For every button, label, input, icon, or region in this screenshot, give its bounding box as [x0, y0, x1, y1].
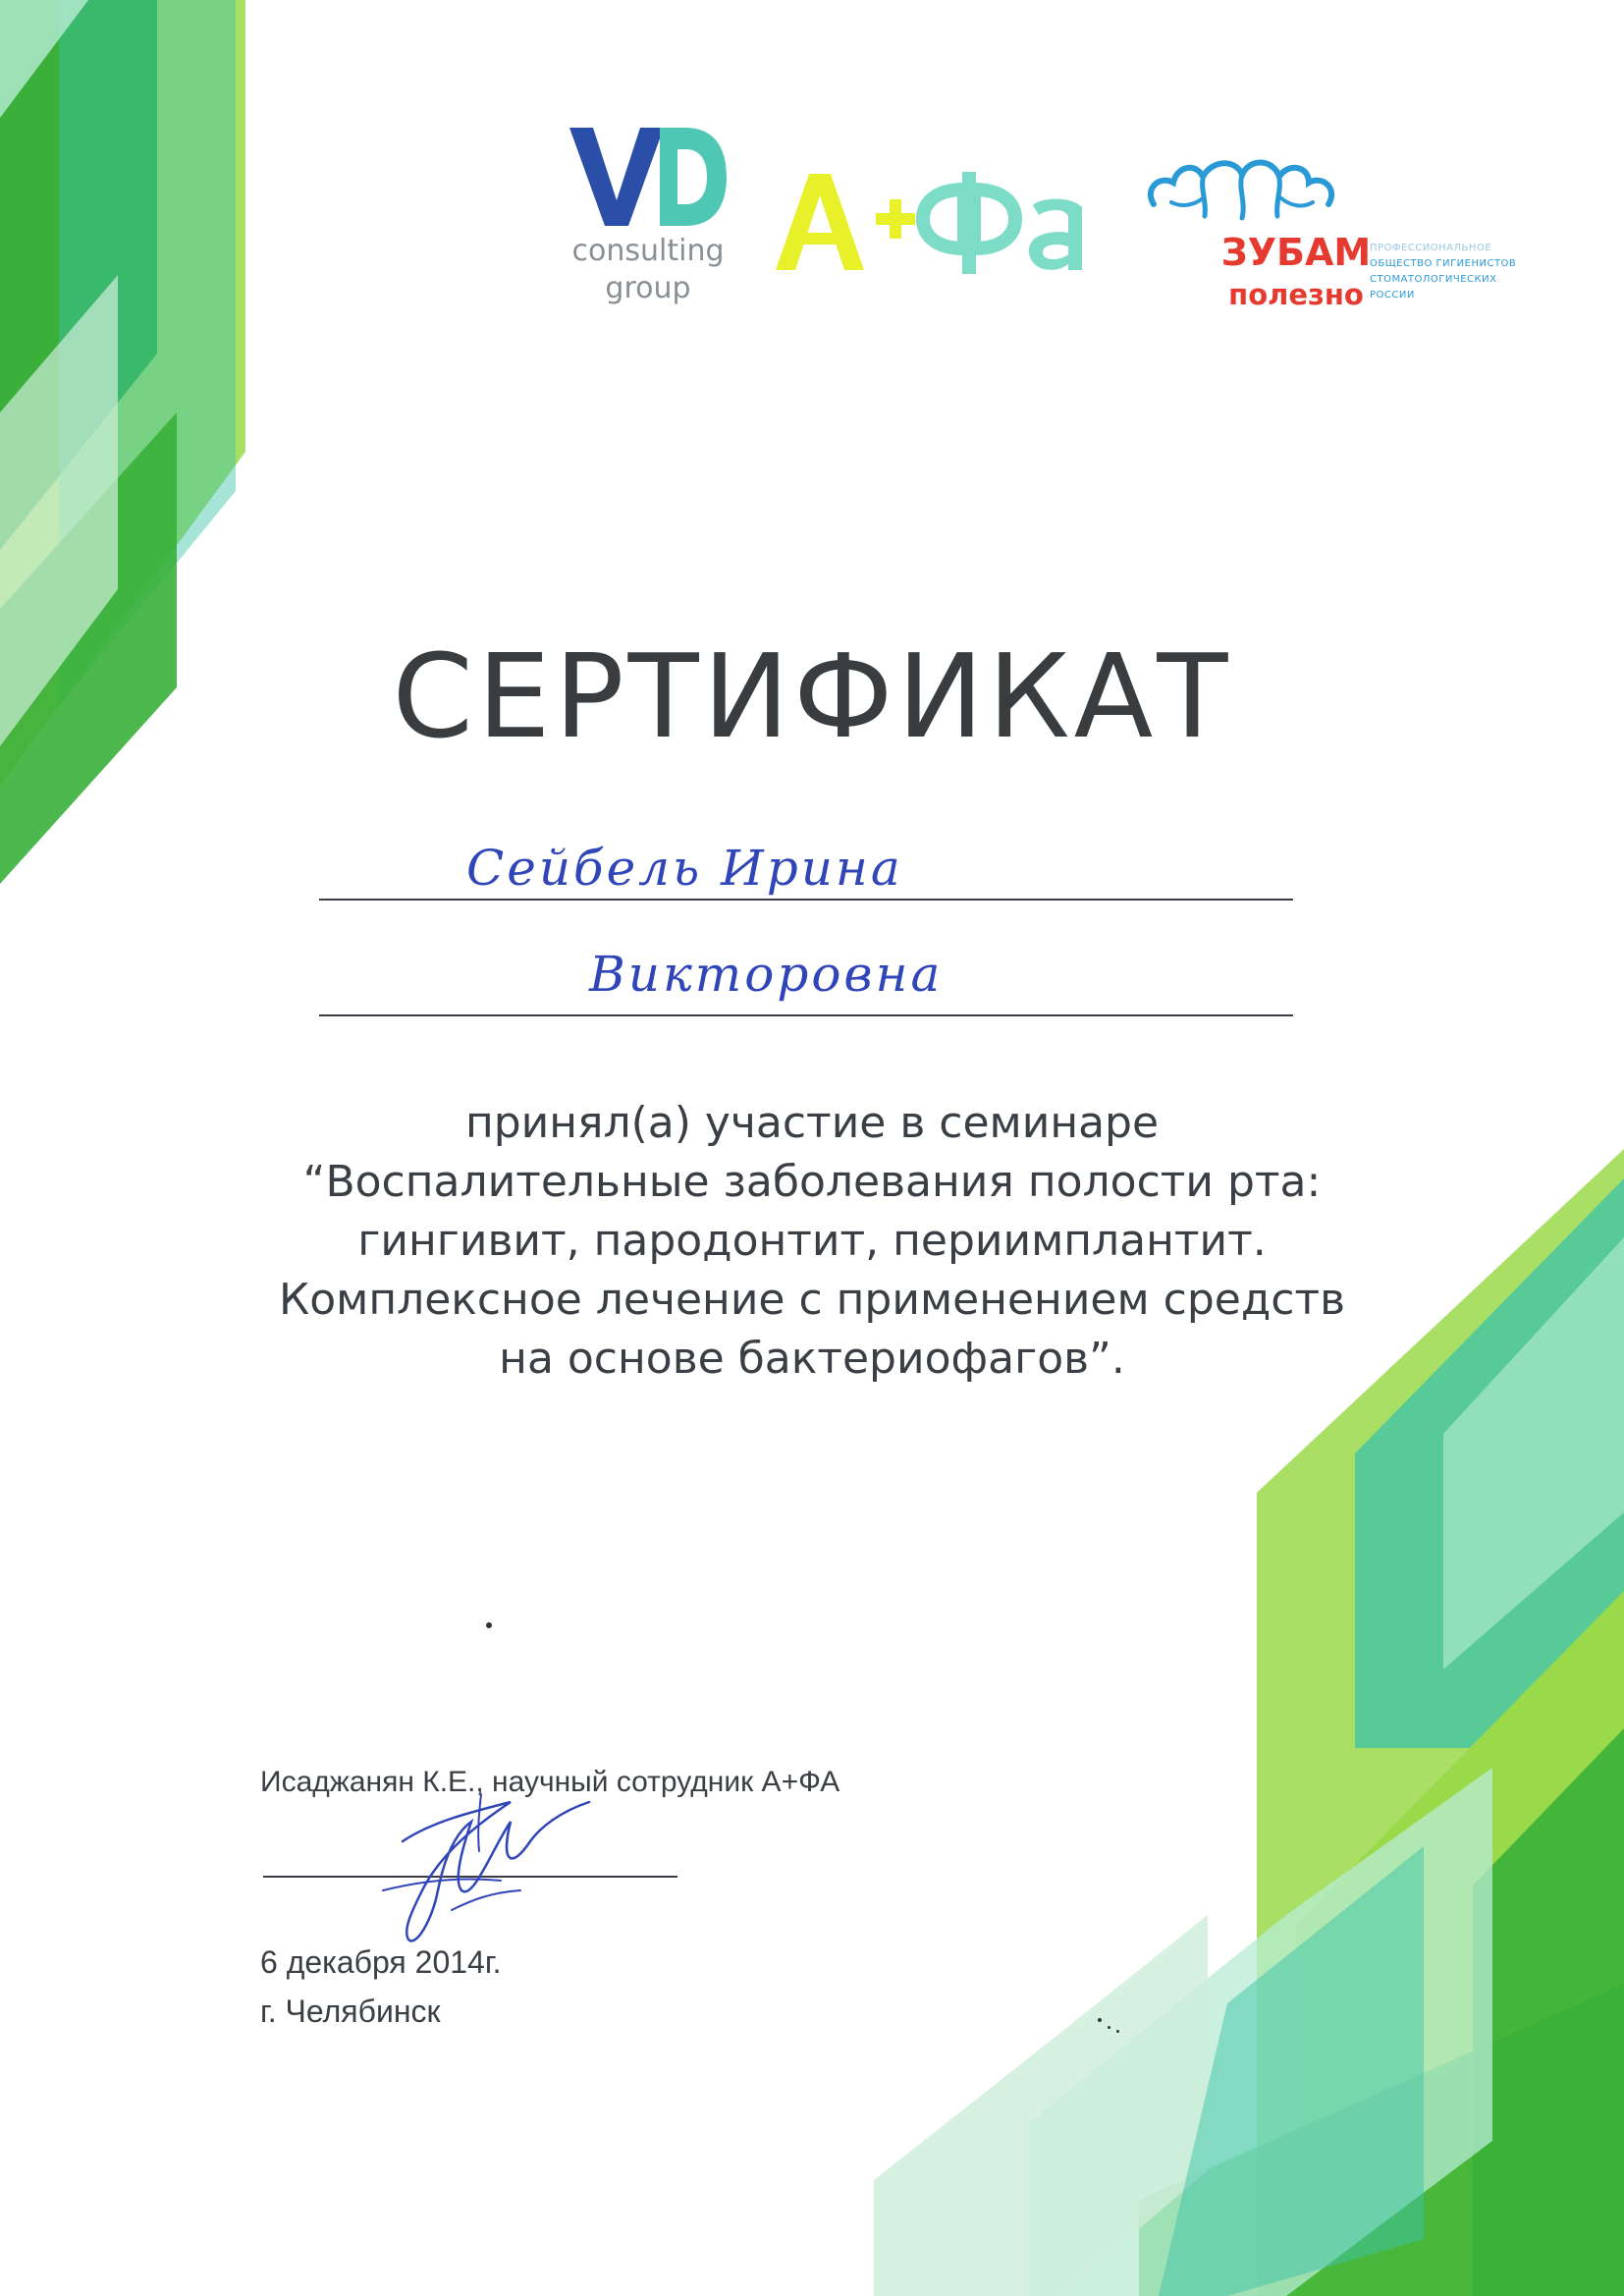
- vd-logo-line2: group: [605, 271, 691, 305]
- seminar-title-line2: гингивит, пародонтит, периимплантит.: [357, 1216, 1267, 1266]
- scan-speck: [1116, 2030, 1119, 2033]
- zubam-logo-sub3: СТОМАТОЛОГИЧЕСКИХ: [1370, 274, 1497, 285]
- certificate-title: СЕРТИФИКАТ: [392, 629, 1232, 764]
- recipient-name-line2: Викторовна: [589, 946, 944, 1003]
- vd-logo-line1: consulting: [571, 234, 725, 268]
- signatory-name: Исаджанян К.Е., научный сотрудник А+ФА: [260, 1766, 840, 1798]
- vd-logo-mark: [569, 128, 727, 226]
- scan-speck: [1108, 2026, 1110, 2029]
- zubam-logo-sub2: ОБЩЕСТВО ГИГИЕНИСТОВ: [1370, 258, 1517, 269]
- afa-logo: [776, 172, 1100, 275]
- recipient-line-1: [319, 899, 1293, 901]
- seminar-title-line3: Комплексное лечение с применением средств: [278, 1275, 1346, 1325]
- teeth-icon: [1144, 145, 1340, 229]
- certificate-city: г. Челябинск: [260, 1994, 441, 2029]
- scan-speck: [486, 1622, 492, 1628]
- seminar-title-line1: “Воспалительные заболевания полости рта:: [302, 1157, 1322, 1207]
- zubam-logo-line1: ЗУБАМ: [1220, 231, 1372, 274]
- participation-text: принял(а) участие в семинаре: [464, 1098, 1160, 1148]
- zubam-logo-sub4: РОССИИ: [1370, 290, 1415, 301]
- recipient-line-2: [319, 1014, 1293, 1016]
- handwritten-signature: [363, 1782, 619, 1949]
- vd-consulting-logo: [550, 128, 746, 314]
- zubam-logo-sub1: ПРОФЕССИОНАЛЬНОЕ: [1370, 243, 1492, 253]
- scan-speck: [1098, 2018, 1102, 2022]
- seminar-title-line4: на основе бактериофагов”.: [499, 1334, 1125, 1384]
- certificate-date: 6 декабря 2014г.: [260, 1944, 502, 1980]
- zubam-logo-line2: полезно: [1228, 278, 1364, 311]
- recipient-name-line1: Сейбель Ирина: [466, 840, 903, 897]
- zubam-polezno-logo: [1144, 145, 1537, 322]
